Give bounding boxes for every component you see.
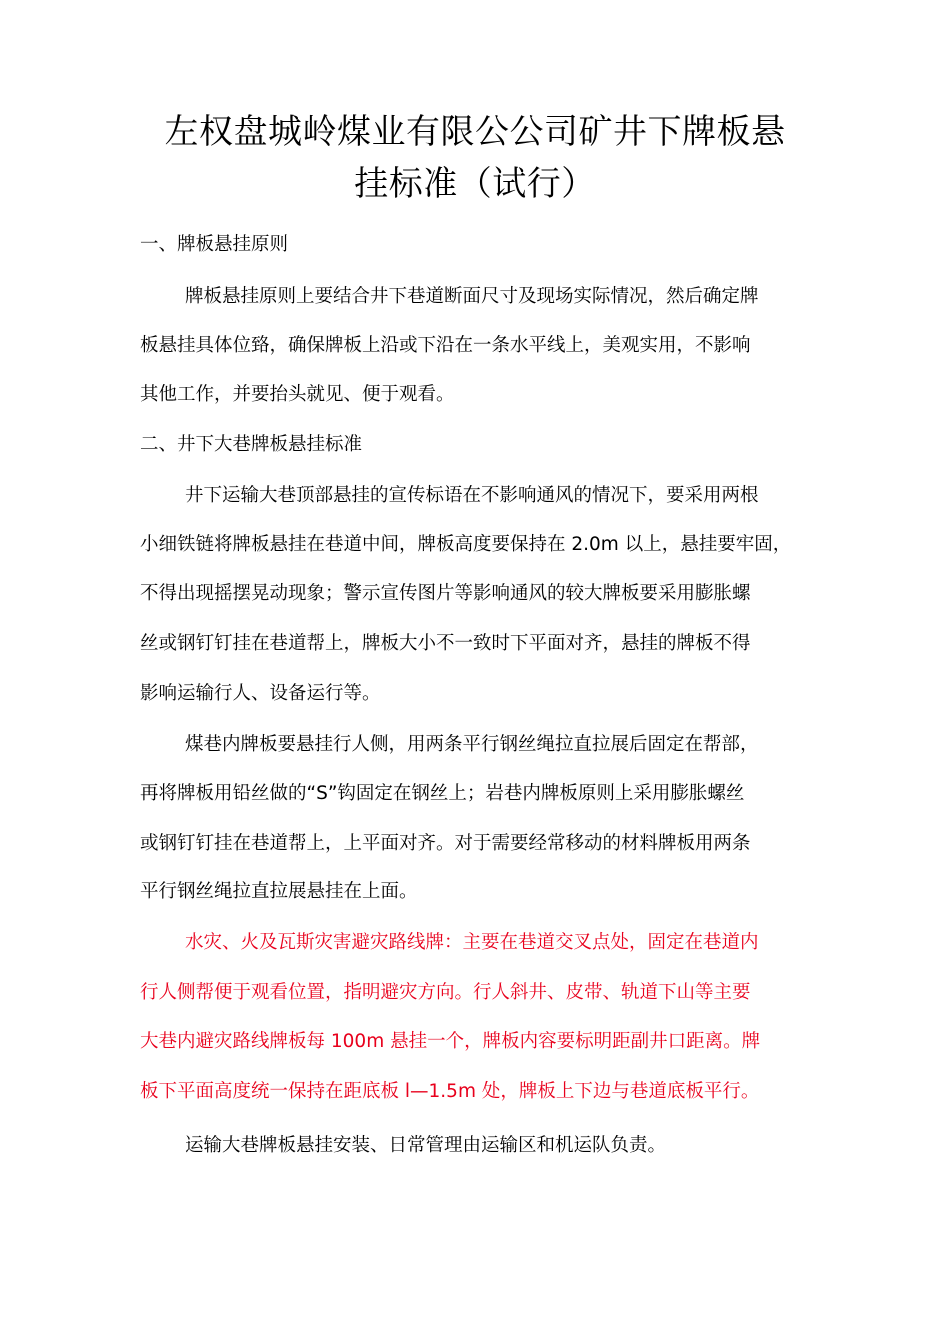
paragraph-3-line-4: 平行钢丝绳拉直拉展悬挂在上面。 (140, 881, 418, 902)
highlighted-paragraph-line-4: 板下平面高度统一保持在距底板 l—1.5m 处，牌板上下边与巷道底板平行。 (140, 1081, 760, 1102)
highlighted-paragraph-line-2: 行人侧帮便于观看位置，指明避灾方向。行人斜井、皮带、轨道下山等主要 (140, 982, 751, 1003)
paragraph-2-line-4: 丝或钢钉钉挂在巷道帮上，牌板大小不一致时下平面对齐，悬挂的牌板不得 (140, 633, 751, 654)
paragraph-3-line-1: 煤巷内牌板要悬挂行人侧，用两条平行钢丝绳拉直拉展后固定在帮部， (185, 734, 759, 755)
document-title-line-2: 挂标准（试行） (354, 164, 596, 204)
paragraph-3-line-2: 再将牌板用铅丝做的“S”钩固定在钢丝上；岩巷内牌板原则上采用膨胀螺丝 (140, 783, 745, 804)
section-heading-1: 一、牌板悬挂原则 (140, 234, 289, 255)
document-title-line-1: 左权盘城岭煤业有限公公司矿井下牌板悬 (164, 112, 786, 152)
paragraph-5-line-1: 运输大巷牌板悬挂安装、日常管理由运输区和机运队负责。 (185, 1135, 667, 1156)
paragraph-2-line-1: 井下运输大巷顶部悬挂的宣传标语在不影响通风的情况下，要采用两根 (185, 485, 759, 506)
section-heading-2: 二、井下大巷牌板悬挂标准 (140, 434, 363, 455)
paragraph-1-line-2: 板悬挂具体位臵，确保牌板上沿或下沿在一条水平线上，美观实用，不影响 (140, 335, 751, 356)
paragraph-1-line-3: 其他工作，并要抬头就见、便于观看。 (140, 384, 455, 405)
paragraph-2-line-2: 小细铁链将牌板悬挂在巷道中间，牌板高度要保持在 2.0m 以上，悬挂要牢固， (140, 534, 792, 555)
paragraph-1-line-1: 牌板悬挂原则上要结合井下巷道断面尺寸及现场实际情况，然后确定牌 (185, 286, 759, 307)
highlighted-paragraph-line-3: 大巷内避灾路线牌板每 100m 悬挂一个，牌板内容要标明距副井口距离。牌 (140, 1031, 761, 1052)
highlighted-paragraph-line-1: 水灾、火及瓦斯灾害避灾路线牌：主要在巷道交叉点处，固定在巷道内 (185, 932, 759, 953)
paragraph-3-line-3: 或钢钉钉挂在巷道帮上，上平面对齐。对于需要经常移动的材料牌板用两条 (140, 833, 751, 854)
paragraph-2-line-5: 影响运输行人、设备运行等。 (140, 683, 381, 704)
paragraph-2-line-3: 不得出现摇摆晃动现象；警示宣传图片等影响通风的较大牌板要采用膨胀螺 (140, 583, 751, 604)
